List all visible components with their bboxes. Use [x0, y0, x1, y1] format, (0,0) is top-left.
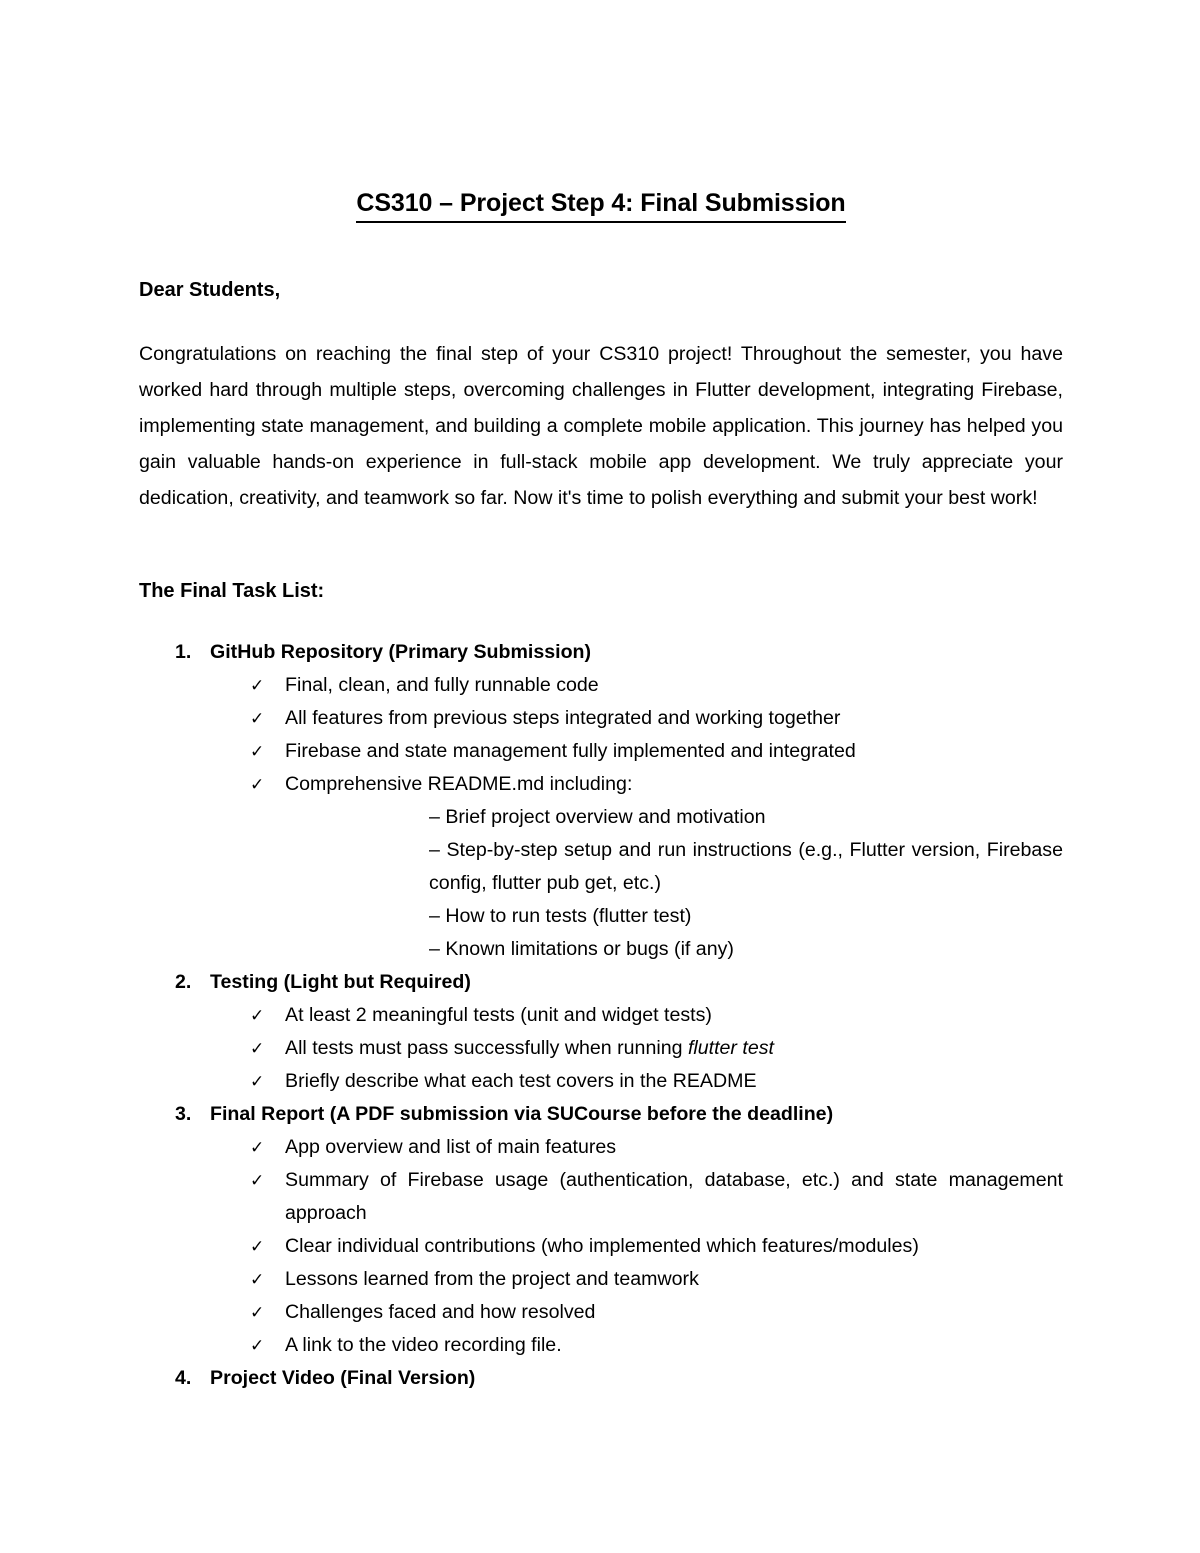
task-title-text: GitHub Repository (Primary Submission): [210, 641, 592, 663]
check-list-item-label-head: All tests must pass successfully when running: [285, 1037, 688, 1059]
salutation: Dear Students,: [139, 279, 281, 301]
check-list-item: [139, 1164, 1063, 1230]
task-item: [139, 1362, 1063, 1395]
check-icon: ✓: [250, 676, 265, 695]
check-list-item-label: A link to the video recording file.: [285, 1334, 562, 1356]
sub-list-item: [285, 933, 1063, 966]
check-list-item-label-italic: flutter test: [687, 1037, 774, 1059]
intro-paragraph: [139, 336, 1063, 516]
task-title: [139, 636, 1063, 669]
sub-list-item: [285, 801, 1063, 834]
task-item: [139, 966, 1063, 1098]
check-icon: ✓: [250, 1303, 265, 1322]
check-list-item: [139, 999, 1063, 1032]
check-list-item: [139, 1263, 1063, 1296]
sub-list-item-label: – Brief project overview and motivation: [429, 806, 766, 828]
task-title: [139, 1362, 1063, 1395]
check-list-item: [139, 1032, 1063, 1065]
check-icon: ✓: [250, 1138, 265, 1157]
task-title: [139, 966, 1063, 999]
check-icon: ✓: [250, 1039, 265, 1058]
sub-list-item: [285, 900, 1063, 933]
check-list-item: [139, 669, 1063, 702]
task-item: [139, 1098, 1063, 1362]
check-list-item-label: Clear individual contributions (who implemented which features/modules): [285, 1235, 919, 1257]
sub-list-item-label: – Known limitations or bugs (if any): [429, 938, 734, 960]
check-list-item-label: Briefly describe what each test covers in the README: [285, 1070, 757, 1092]
check-list-item-label: Comprehensive README.md including:: [285, 773, 633, 795]
check-icon: ✓: [250, 1006, 265, 1025]
task-list: [139, 636, 1063, 1395]
check-list-item: [139, 1230, 1063, 1263]
check-list-item: [139, 1065, 1063, 1098]
check-icon: ✓: [250, 1270, 265, 1289]
page-title-text: CS310 – Project Step 4: Final Submission: [356, 186, 845, 223]
check-icon: ✓: [250, 1237, 265, 1256]
task-number: 2.: [175, 971, 192, 993]
task-item: [139, 636, 1063, 966]
check-list-item-label: Firebase and state management fully implemented and integrated: [285, 740, 856, 762]
check-icon: ✓: [250, 775, 265, 794]
task-title-text: Final Report (A PDF submission via SUCourse before the deadline): [210, 1103, 834, 1125]
check-list-item-label: App overview and list of main features: [285, 1136, 617, 1158]
check-list-item: [139, 768, 1063, 966]
check-list: [139, 1131, 1063, 1362]
check-list-item: [139, 1329, 1063, 1362]
check-list-item-label: Summary of Firebase usage (authentication, database, etc.) and state management approach: [285, 1169, 1063, 1224]
page-title: [139, 186, 1063, 223]
check-list-item: [139, 735, 1063, 768]
intro-paragraph-text: Congratulations on reaching the final step of your CS310 project! Throughout the semester, you have worked hard through multiple steps, overcoming challenges in Flutter development, integrating Firebase, implementing state management, and building a complete mobile application. This journey has helped you gain valuable hands-on experience in full-stack mobile app development. We truly appreciate your dedication, creativity, and teamwork so far. Now it's time to polish everything and submit your best work!: [139, 343, 1063, 509]
check-list-item: [139, 1296, 1063, 1329]
task-title: [139, 1098, 1063, 1131]
task-number: 1.: [175, 641, 192, 663]
task-title-text: Testing (Light but Required): [210, 971, 471, 993]
check-list-item: [139, 1131, 1063, 1164]
task-number: 3.: [175, 1103, 192, 1125]
sub-list-item-label: – Step-by-step setup and run instructions (e.g., Flutter version, Firebase config, flutter pub get, etc.): [429, 839, 1063, 894]
check-list-item-label: Challenges faced and how resolved: [285, 1301, 596, 1323]
check-icon: ✓: [250, 742, 265, 761]
sub-list-item: [285, 834, 1063, 900]
check-icon: ✓: [250, 709, 265, 728]
task-number: 4.: [175, 1367, 192, 1389]
check-list-item-label: All features from previous steps integrated and working together: [285, 707, 841, 729]
check-icon: ✓: [250, 1336, 265, 1355]
check-list-item-label: Lessons learned from the project and teamwork: [285, 1268, 699, 1290]
check-list-item-label: At least 2 meaningful tests (unit and widget tests): [285, 1004, 712, 1026]
check-icon: ✓: [250, 1072, 265, 1091]
task-title-text: Project Video (Final Version): [210, 1367, 476, 1389]
section-heading: The Final Task List:: [139, 580, 325, 602]
check-list: [139, 999, 1063, 1098]
sub-list-item-label: – How to run tests (flutter test): [429, 905, 692, 927]
check-list-item-label: [285, 1037, 774, 1059]
check-list-item: [139, 702, 1063, 735]
sub-item-list: [285, 801, 1063, 966]
check-list-item-label: Final, clean, and fully runnable code: [285, 674, 599, 696]
check-list: [139, 669, 1063, 966]
check-icon: ✓: [250, 1171, 265, 1190]
